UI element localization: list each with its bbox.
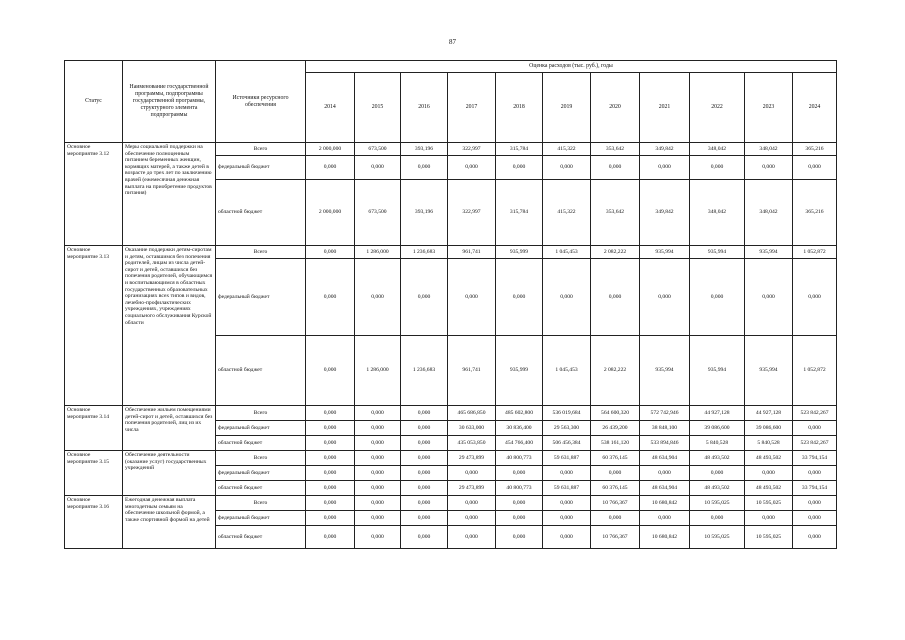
- header-year: 2022: [690, 73, 745, 143]
- value-cell: 2 082,222: [591, 246, 640, 259]
- name-cell: Ежегодная денежная выплата многодетным семьям на обеспечение школьной формой, а также спортивной формой на детей: [123, 496, 216, 549]
- value-cell: 935,994: [745, 336, 793, 406]
- value-cell: 38 848,100: [640, 421, 690, 436]
- value-cell: 506 456,384: [543, 436, 591, 451]
- value-cell: 10 595,025: [745, 526, 793, 549]
- header-year: 2020: [591, 73, 640, 143]
- source-cell: областной бюджет: [216, 336, 306, 406]
- value-cell: 454 766,400: [496, 436, 543, 451]
- value-cell: 39 086,600: [690, 421, 745, 436]
- value-cell: 0,000: [306, 336, 355, 406]
- header-estimate: Оценка расходов (тыс. руб.), годы: [306, 61, 837, 73]
- value-cell: 0,000: [591, 511, 640, 526]
- source-cell: федеральный бюджет: [216, 466, 306, 481]
- header-year: 2017: [448, 73, 496, 143]
- value-cell: 40 800,773: [496, 451, 543, 466]
- value-cell: 60 376,145: [591, 481, 640, 496]
- status-cell: Основное мероприятие 3.12: [65, 143, 123, 246]
- value-cell: 348,042: [745, 143, 793, 156]
- value-cell: 0,000: [401, 511, 448, 526]
- source-cell: федеральный бюджет: [216, 511, 306, 526]
- value-cell: 48 493,502: [745, 481, 793, 496]
- value-cell: 0,000: [690, 466, 745, 481]
- source-cell: областной бюджет: [216, 180, 306, 246]
- table-row: [65, 143, 837, 156]
- value-cell: 0,000: [448, 259, 496, 336]
- value-cell: 0,000: [355, 466, 401, 481]
- value-cell: 0,000: [543, 466, 591, 481]
- value-cell: 2 000,000: [306, 143, 355, 156]
- value-cell: 673,500: [355, 143, 401, 156]
- name-cell: Меры социальной поддержки на обеспечение полноценным питанием беременных женщин, кормящих матерей, а также детей в возрасте до трех лет по заключению врачей (ежемесячная денежная выплата на приобретение продуктов питания): [123, 143, 216, 246]
- value-cell: 1 052,872: [793, 246, 837, 259]
- value-cell: 415,322: [543, 180, 591, 246]
- header-year: 2023: [745, 73, 793, 143]
- value-cell: 10 595,025: [690, 526, 745, 549]
- value-cell: 0,000: [306, 406, 355, 421]
- value-cell: 536 019,684: [543, 406, 591, 421]
- value-cell: 0,000: [306, 436, 355, 451]
- table-row: [65, 451, 837, 466]
- value-cell: 0,000: [306, 511, 355, 526]
- value-cell: 0,000: [306, 496, 355, 511]
- value-cell: 315,784: [496, 180, 543, 246]
- value-cell: 0,000: [306, 481, 355, 496]
- value-cell: 0,000: [496, 259, 543, 336]
- value-cell: 961,741: [448, 246, 496, 259]
- value-cell: 30 836,400: [496, 421, 543, 436]
- value-cell: 0,000: [355, 526, 401, 549]
- value-cell: 0,000: [793, 156, 837, 180]
- header-year: 2021: [640, 73, 690, 143]
- value-cell: 353,642: [591, 143, 640, 156]
- value-cell: 33 794,154: [793, 451, 837, 466]
- status-cell: Основное мероприятие 3.16: [65, 496, 123, 549]
- value-cell: 349,842: [640, 180, 690, 246]
- value-cell: 935,999: [496, 336, 543, 406]
- value-cell: 322,997: [448, 180, 496, 246]
- value-cell: 435 053,850: [448, 436, 496, 451]
- value-cell: 0,000: [401, 481, 448, 496]
- status-cell: Основное мероприятие 3.14: [65, 406, 123, 451]
- value-cell: 1 045,453: [543, 246, 591, 259]
- value-cell: 44 927,128: [690, 406, 745, 421]
- value-cell: 40 800,773: [496, 481, 543, 496]
- value-cell: 523 842,267: [793, 406, 837, 421]
- value-cell: 0,000: [355, 156, 401, 180]
- value-cell: 10 766,367: [591, 526, 640, 549]
- value-cell: 0,000: [640, 511, 690, 526]
- value-cell: 961,741: [448, 336, 496, 406]
- value-cell: 935,999: [496, 246, 543, 259]
- source-cell: областной бюджет: [216, 526, 306, 549]
- value-cell: 0,000: [640, 466, 690, 481]
- value-cell: 0,000: [793, 466, 837, 481]
- value-cell: 0,000: [401, 259, 448, 336]
- value-cell: 0,000: [496, 511, 543, 526]
- value-cell: 348,042: [745, 180, 793, 246]
- page-number: 87: [449, 38, 456, 46]
- value-cell: 0,000: [793, 259, 837, 336]
- status-cell: Основное мероприятие 3.13: [65, 246, 123, 406]
- value-cell: 0,000: [355, 511, 401, 526]
- header-year: 2024: [793, 73, 837, 143]
- value-cell: 0,000: [448, 496, 496, 511]
- value-cell: 0,000: [306, 259, 355, 336]
- value-cell: 0,000: [401, 421, 448, 436]
- value-cell: 0,000: [591, 466, 640, 481]
- table-row: [65, 246, 837, 259]
- value-cell: 0,000: [591, 259, 640, 336]
- value-cell: 935,994: [745, 246, 793, 259]
- header-year: 2014: [306, 73, 355, 143]
- status-cell: Основное мероприятие 3.15: [65, 451, 123, 496]
- value-cell: 1 045,453: [543, 336, 591, 406]
- value-cell: 60 376,145: [591, 451, 640, 466]
- value-cell: 538 161,120: [591, 436, 640, 451]
- value-cell: 48 493,502: [690, 481, 745, 496]
- value-cell: 48 634,904: [640, 451, 690, 466]
- header-year: 2016: [401, 73, 448, 143]
- value-cell: 0,000: [401, 156, 448, 180]
- value-cell: 0,000: [306, 246, 355, 259]
- header-year: 2015: [355, 73, 401, 143]
- value-cell: 0,000: [401, 436, 448, 451]
- value-cell: 10 680,842: [640, 496, 690, 511]
- source-cell: Всего: [216, 143, 306, 156]
- expenses-table-body: [65, 61, 837, 549]
- value-cell: 0,000: [355, 259, 401, 336]
- value-cell: 10 680,842: [640, 526, 690, 549]
- value-cell: 0,000: [306, 526, 355, 549]
- value-cell: 0,000: [448, 526, 496, 549]
- value-cell: 572 742,946: [640, 406, 690, 421]
- value-cell: 348,042: [690, 143, 745, 156]
- value-cell: 0,000: [496, 526, 543, 549]
- source-cell: Всего: [216, 451, 306, 466]
- source-cell: областной бюджет: [216, 436, 306, 451]
- value-cell: 0,000: [401, 526, 448, 549]
- header-year: 2019: [543, 73, 591, 143]
- value-cell: 1 236,683: [401, 336, 448, 406]
- value-cell: 0,000: [640, 259, 690, 336]
- value-cell: 0,000: [690, 259, 745, 336]
- value-cell: 0,000: [306, 421, 355, 436]
- value-cell: 59 631,887: [543, 481, 591, 496]
- value-cell: 29 563,300: [543, 421, 591, 436]
- value-cell: 29 473,899: [448, 451, 496, 466]
- value-cell: 59 631,887: [543, 451, 591, 466]
- value-cell: 0,000: [496, 156, 543, 180]
- value-cell: 0,000: [793, 526, 837, 549]
- value-cell: 1 236,683: [401, 246, 448, 259]
- value-cell: 465 686,850: [448, 406, 496, 421]
- value-cell: 48 493,502: [690, 451, 745, 466]
- value-cell: 485 602,800: [496, 406, 543, 421]
- source-cell: федеральный бюджет: [216, 156, 306, 180]
- source-cell: федеральный бюджет: [216, 259, 306, 336]
- value-cell: 10 595,025: [745, 496, 793, 511]
- value-cell: 393,196: [401, 180, 448, 246]
- value-cell: 935,994: [640, 246, 690, 259]
- value-cell: 935,994: [690, 246, 745, 259]
- value-cell: 0,000: [543, 526, 591, 549]
- value-cell: 0,000: [355, 436, 401, 451]
- header-year: 2018: [496, 73, 543, 143]
- value-cell: 0,000: [690, 156, 745, 180]
- value-cell: 2 082,222: [591, 336, 640, 406]
- value-cell: 0,000: [543, 156, 591, 180]
- value-cell: 935,994: [690, 336, 745, 406]
- value-cell: 0,000: [355, 496, 401, 511]
- value-cell: 0,000: [355, 451, 401, 466]
- expenses-table: [64, 60, 837, 549]
- table-row: [65, 406, 837, 421]
- value-cell: 0,000: [355, 406, 401, 421]
- value-cell: 353,642: [591, 180, 640, 246]
- value-cell: 5 840,528: [690, 436, 745, 451]
- value-cell: 0,000: [745, 259, 793, 336]
- value-cell: 365,216: [793, 180, 837, 246]
- value-cell: 44 927,128: [745, 406, 793, 421]
- table-row: [65, 496, 837, 511]
- value-cell: 935,994: [640, 336, 690, 406]
- value-cell: 39 086,600: [745, 421, 793, 436]
- value-cell: 48 634,904: [640, 481, 690, 496]
- header-sources: Источники ресурсного обеспечения: [216, 61, 306, 143]
- value-cell: 2 000,000: [306, 180, 355, 246]
- value-cell: 0,000: [355, 481, 401, 496]
- value-cell: 533 894,846: [640, 436, 690, 451]
- value-cell: 315,784: [496, 143, 543, 156]
- value-cell: 0,000: [690, 511, 745, 526]
- value-cell: 0,000: [448, 156, 496, 180]
- value-cell: 29 473,899: [448, 481, 496, 496]
- value-cell: 26 439,200: [591, 421, 640, 436]
- value-cell: 0,000: [543, 511, 591, 526]
- value-cell: 0,000: [543, 496, 591, 511]
- value-cell: 33 794,154: [793, 481, 837, 496]
- value-cell: 30 633,000: [448, 421, 496, 436]
- value-cell: 10 766,367: [591, 496, 640, 511]
- value-cell: 0,000: [543, 259, 591, 336]
- value-cell: 1 052,872: [793, 336, 837, 406]
- value-cell: 0,000: [306, 156, 355, 180]
- value-cell: 0,000: [306, 451, 355, 466]
- value-cell: 10 595,025: [690, 496, 745, 511]
- value-cell: 673,500: [355, 180, 401, 246]
- name-cell: Обеспечение жильем помещениями детей-сирот и детей, оставшихся без попечения родителей, лиц из их числа: [123, 406, 216, 451]
- source-cell: Всего: [216, 406, 306, 421]
- value-cell: 349,842: [640, 143, 690, 156]
- value-cell: 0,000: [793, 421, 837, 436]
- value-cell: 0,000: [745, 511, 793, 526]
- value-cell: 0,000: [793, 496, 837, 511]
- value-cell: 0,000: [401, 451, 448, 466]
- value-cell: 523 842,267: [793, 436, 837, 451]
- source-cell: Всего: [216, 496, 306, 511]
- name-cell: Оказание поддержки детям-сиротам и детям, оставшимся без попечения родителей, лицам из числа детей-сирот и детей, оставшихся без попечения родителей, обучающимся и воспитывающимся в областных государственных образовательных организациях всех типов и видов, лечебно-профилактических учреждениях, учреждениях социального обслуживания Курской области: [123, 246, 216, 406]
- value-cell: 0,000: [496, 466, 543, 481]
- value-cell: 0,000: [793, 511, 837, 526]
- value-cell: 0,000: [448, 511, 496, 526]
- value-cell: 564 600,320: [591, 406, 640, 421]
- value-cell: 0,000: [355, 421, 401, 436]
- value-cell: 0,000: [745, 466, 793, 481]
- value-cell: 0,000: [401, 496, 448, 511]
- value-cell: 0,000: [401, 406, 448, 421]
- value-cell: 322,997: [448, 143, 496, 156]
- value-cell: 0,000: [401, 466, 448, 481]
- source-cell: Всего: [216, 246, 306, 259]
- value-cell: 5 840,528: [745, 436, 793, 451]
- value-cell: 1 286,000: [355, 336, 401, 406]
- value-cell: 415,322: [543, 143, 591, 156]
- value-cell: 0,000: [448, 466, 496, 481]
- value-cell: 393,196: [401, 143, 448, 156]
- value-cell: 1 286,000: [355, 246, 401, 259]
- value-cell: 0,000: [745, 156, 793, 180]
- header-name: Наименование государственной программы, подпрограммы государственной программы, структурного элемента подпрограммы: [123, 61, 216, 143]
- source-cell: областной бюджет: [216, 481, 306, 496]
- name-cell: Обеспечение деятельности (оказание услуг) государственных учреждений: [123, 451, 216, 496]
- value-cell: 0,000: [591, 156, 640, 180]
- value-cell: 0,000: [496, 496, 543, 511]
- source-cell: федеральный бюджет: [216, 421, 306, 436]
- value-cell: 0,000: [306, 466, 355, 481]
- value-cell: 365,216: [793, 143, 837, 156]
- value-cell: 348,042: [690, 180, 745, 246]
- header-status: Статус: [65, 61, 123, 143]
- value-cell: 0,000: [640, 156, 690, 180]
- value-cell: 48 493,502: [745, 451, 793, 466]
